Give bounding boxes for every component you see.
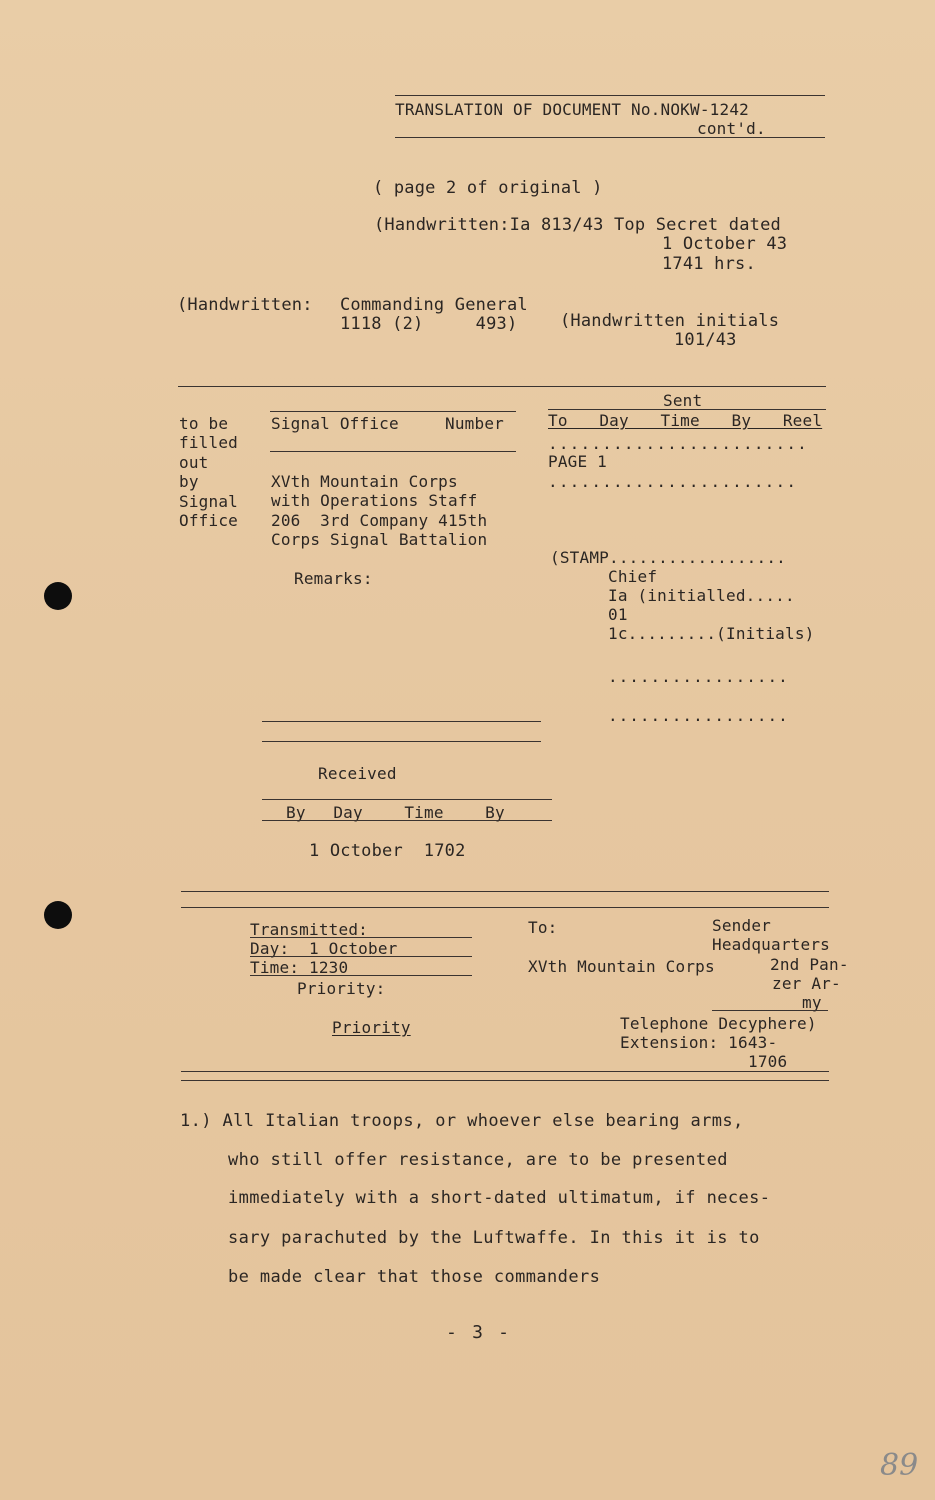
header-rule-top (395, 95, 825, 96)
handwritten-top-line3: 1741 hrs. (662, 254, 756, 274)
body-line-2: who still offer resistance, are to be presented (228, 1150, 728, 1170)
sender-line-3: zer Ar- (772, 974, 841, 993)
received-columns: By Day Time By (286, 803, 505, 822)
sent-rule (548, 409, 826, 410)
transmitted-label: Transmitted: (250, 920, 368, 939)
signal-office-rule (270, 411, 516, 412)
form-rule-top (178, 386, 826, 387)
remarks-rule-2 (262, 741, 541, 742)
header-rule-bottom (395, 137, 825, 138)
handwritten-cg-line1: Commanding General (340, 295, 528, 315)
o1-label: 01 (608, 605, 628, 624)
left-label-5: Signal (179, 492, 238, 511)
body-line-5: be made clear that those commanders (228, 1267, 601, 1287)
left-label-2: filled (179, 433, 238, 452)
handwritten-cg-line2: 1118 (2) 493) (340, 314, 518, 334)
day-rule (250, 956, 472, 957)
document-contd: cont'd. (697, 119, 766, 138)
ia-label: Ia (initialled..... (608, 586, 795, 605)
received-rule (262, 799, 552, 800)
sent-columns: To Day Time By Reel (548, 411, 823, 430)
sender-line-4: my (802, 993, 822, 1012)
chief-label: Chief (608, 567, 658, 586)
unit-line-1: XVth Mountain Corps (271, 472, 458, 491)
punch-hole-top (44, 582, 72, 610)
handwritten-initials-line2: 101/43 (674, 330, 737, 350)
unit-line-4: Corps Signal Battalion (271, 530, 488, 549)
transmit-rule-top-1 (181, 891, 829, 892)
body-line-3: immediately with a short-dated ultimatum, if neces- (228, 1188, 771, 1208)
dots-row-2: ....................... (548, 472, 798, 491)
dots-row-3: ................. (608, 667, 789, 686)
received-rule-bottom (262, 820, 552, 821)
transmit-day: Day: 1 October (250, 939, 398, 958)
dots-row-1: ........................ (548, 434, 808, 453)
sender-line-1: Headquarters (712, 935, 830, 954)
transmitted-rule (250, 937, 472, 938)
stamp-label: (STAMP.................. (550, 548, 786, 567)
page-of-original: ( page 2 of original ) (373, 178, 603, 198)
left-label-1: to be (179, 414, 229, 433)
document-title: TRANSLATION OF DOCUMENT No.NOKW-1242 (395, 100, 749, 119)
received-label: Received (318, 764, 397, 783)
sender-rule (712, 1010, 828, 1011)
body-line-1: 1.) All Italian troops, or whoever else bearing arms, (180, 1111, 744, 1131)
transmit-rule-bottom-1 (181, 1071, 829, 1072)
punch-hole-bottom (44, 901, 72, 929)
transmit-time: Time: 1230 (250, 958, 349, 977)
unit-line-3: 206 3rd Company 415th (271, 511, 488, 530)
handwritten-top-line1: (Handwritten:Ia 813/43 Top Secret dated (374, 215, 781, 235)
to-value: XVth Mountain Corps (528, 957, 715, 976)
priority-label: Priority: (297, 979, 386, 998)
ic-label: 1c.........(Initials) (608, 624, 815, 643)
sender-label: Sender (712, 916, 771, 935)
handwritten-cg-label: (Handwritten: (177, 295, 313, 315)
unit-line-2: with Operations Staff (271, 491, 478, 510)
to-label: To: (528, 918, 558, 937)
time-rule (250, 975, 472, 976)
signal-office-label: Signal Office (271, 414, 399, 433)
telephone-label: Telephone Decyphere) (620, 1014, 817, 1033)
body-line-4: sary parachuted by the Luftwaffe. In this it is to (228, 1228, 760, 1248)
extension-label: Extension: 1643- (620, 1033, 778, 1052)
priority-value: Priority (332, 1018, 411, 1037)
received-values: 1 October 1702 (309, 841, 466, 861)
transmit-rule-top-2 (181, 907, 829, 908)
left-label-3: out (179, 453, 209, 472)
handwritten-initials-line1: (Handwritten initials (560, 311, 780, 331)
signal-office-rule-bottom (270, 451, 516, 452)
remarks-label: Remarks: (294, 569, 373, 588)
page-label: PAGE 1 (548, 452, 607, 471)
sent-label: Sent (663, 391, 703, 410)
dots-row-4: ................. (608, 706, 789, 725)
extension-value: 1706 (748, 1052, 788, 1071)
page-number: - 3 - (446, 1322, 510, 1343)
sender-line-2: 2nd Pan- (770, 955, 849, 974)
handwritten-page-number: 89 (880, 1448, 919, 1483)
remarks-rule-1 (262, 721, 541, 722)
handwritten-top-line2: 1 October 43 (662, 234, 788, 254)
transmit-rule-bottom-2 (181, 1080, 829, 1081)
left-label-4: by (179, 472, 199, 491)
number-label: Number (445, 414, 504, 433)
left-label-6: Office (179, 511, 238, 530)
